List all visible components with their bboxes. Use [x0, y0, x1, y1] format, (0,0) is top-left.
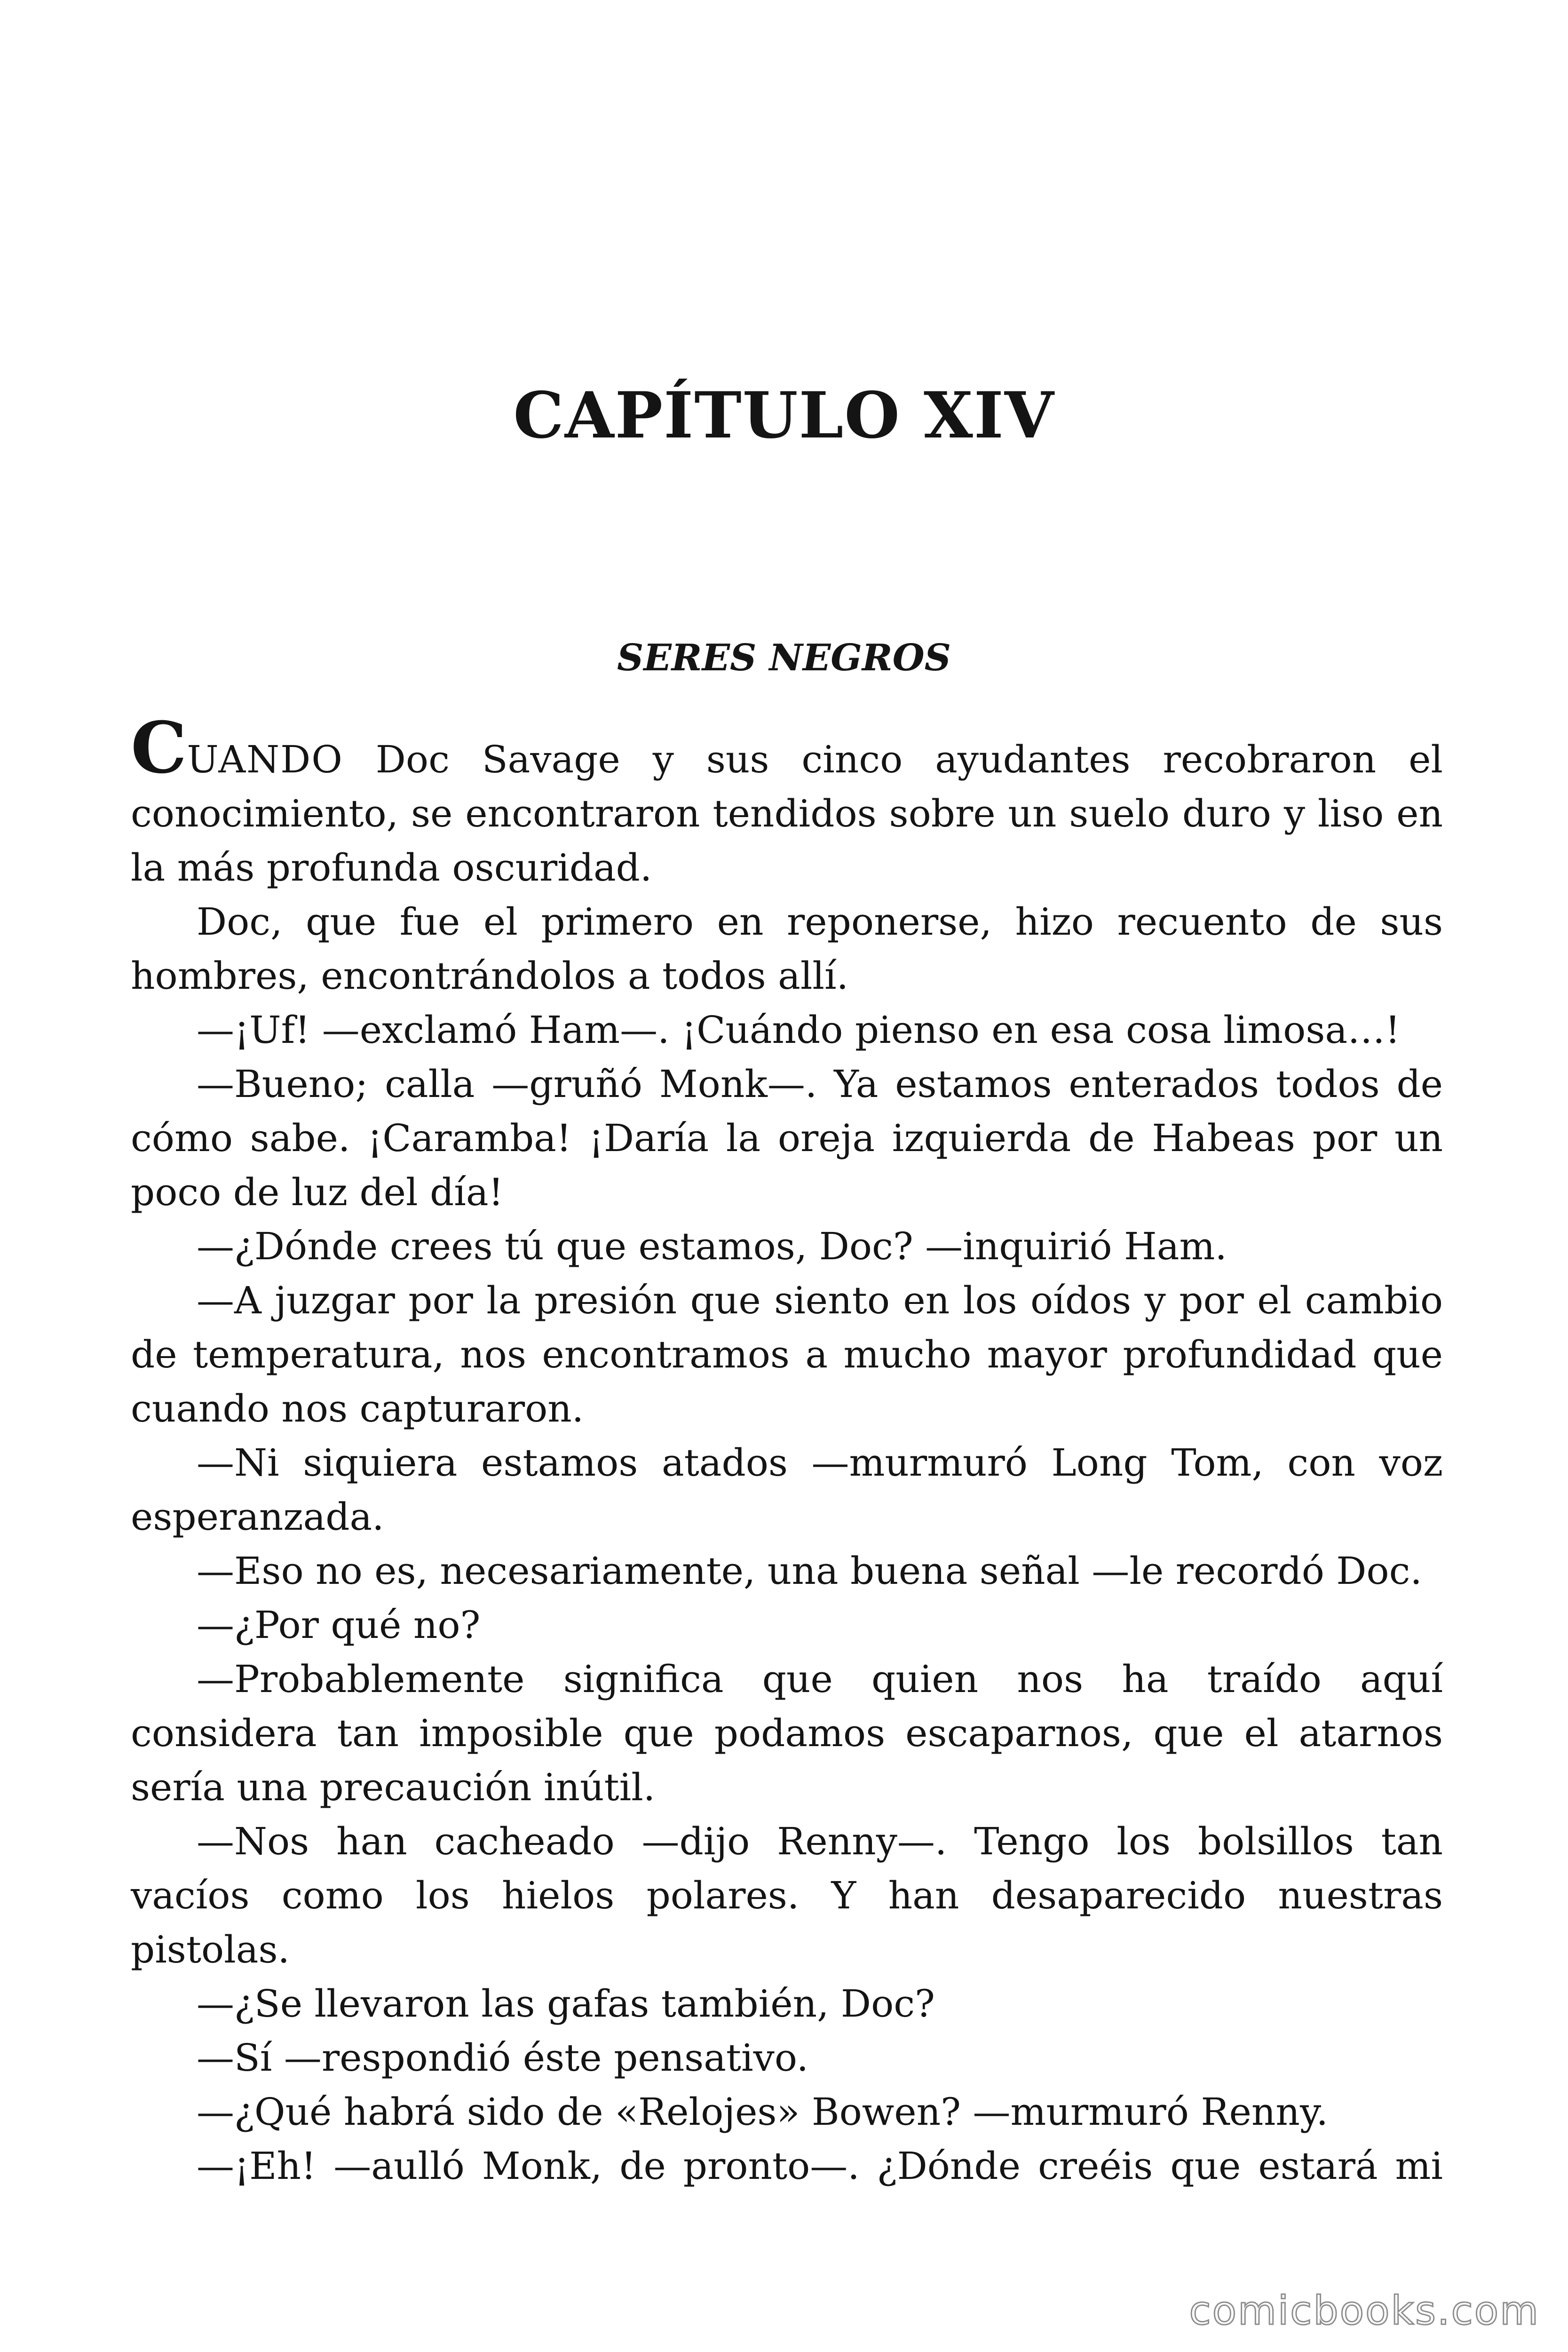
paragraph-7: —Ni siquiera estamos atados —murmuró Long Tom, con voz esperanzada. — [131, 1441, 1443, 1539]
paragraph-12: —¿Se llevaron las gafas también, Doc? — [197, 1982, 935, 2026]
paragraph-15: —¡Eh! —aulló Monk, de pronto—. ¿Dónde creéis que estará mi — [197, 2144, 1443, 2188]
paragraph-5: —¿Dónde crees tú que estamos, Doc? —inquirió Ham. — [197, 1224, 1227, 1268]
paragraph-9: —¿Por qué no? — [197, 1603, 481, 1647]
drop-cap: C — [131, 707, 187, 789]
paragraph-8: —Eso no es, necesariamente, una buena señal —le recordó Doc. — [197, 1549, 1422, 1593]
paragraph-1-text: Doc Savage y sus cinco ayudantes recobraron el conocimiento, se encontraron tendidos sobre un suelo duro y liso en la más profunda oscuridad. — [131, 738, 1443, 890]
paragraph-1 — [131, 707, 1443, 895]
chapter-title: CAPÍTULO XIV — [513, 378, 1055, 453]
paragraph-11: —Nos han cacheado —dijo Renny—. Tengo los bolsillos tan vacíos como los hielos polares. Y han desaparecido nuestras pistolas. — [131, 1820, 1443, 1971]
paragraph-4: —Bueno; calla —gruñó Monk—. Ya estamos enterados todos de cómo sabe. ¡Caramba! ¡Daría la oreja izquierda de Habeas por un poco de luz del día! — [131, 1062, 1443, 1214]
body-text — [131, 707, 1443, 2193]
watermark-logo: comicbooks.com — [1189, 2288, 1540, 2334]
paragraph-3: —¡Uf! —exclamó Ham—. ¡Cuándo pienso en esa cosa limosa…! — [197, 1008, 1401, 1052]
paragraph-10: —Probablemente significa que quien nos ha traído aquí considera tan imposible que podamos escaparnos, que el atarnos sería una precaución inútil. — [131, 1657, 1443, 1809]
lead-small-caps: UANDO — [187, 738, 343, 781]
paragraph-6: —A juzgar por la presión que siento en los oídos y por el cambio de temperatura, nos encontramos a mucho mayor profundidad que cuando nos capturaron. — [131, 1279, 1443, 1430]
paragraph-14: —¿Qué habrá sido de «Relojes» Bowen? —murmuró Renny. — [197, 2090, 1328, 2134]
chapter-subtitle: SERES NEGROS — [617, 636, 951, 679]
paragraph-13: —Sí —respondió éste pensativo. — [197, 2036, 809, 2080]
paragraph-2: Doc, que fue el primero en reponerse, hizo recuento de sus hombres, encontrándolos a todos allí. — [131, 900, 1443, 998]
